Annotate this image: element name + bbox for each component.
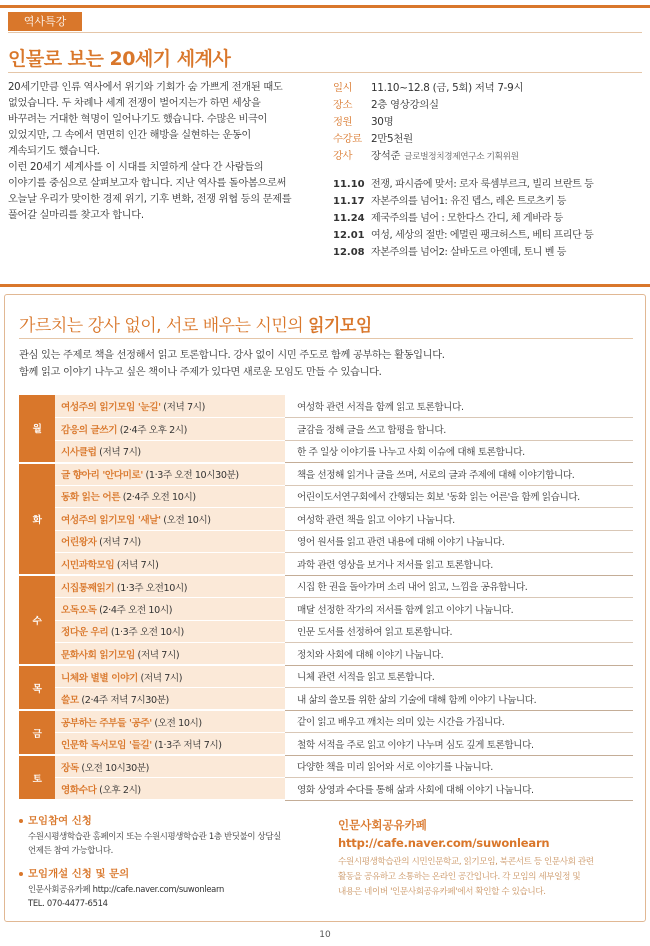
day-label: 수: [19, 575, 55, 665]
day-label: 월: [19, 395, 55, 463]
info-row: [333, 114, 643, 131]
group-name-cell: [55, 395, 285, 418]
info-label: 정원: [333, 116, 353, 128]
info-value-text: 2만5천원: [371, 133, 413, 145]
group-time: (저녁 7시): [96, 447, 141, 458]
table-row: [19, 733, 633, 756]
schedule-date: 12.08: [333, 247, 365, 258]
group-name-cell: [55, 418, 285, 441]
description-line: 없었습니다. 두 차례나 세계 전쟁이 벌어지는가 하면 세상을: [8, 98, 261, 109]
info-line: 내용은 네이버 '인문사회공유카페'에서 확인할 수 있습니다.: [338, 887, 546, 897]
group-description: 과학 관련 영상을 보거나 저서를 읽고 토론합니다.: [285, 553, 633, 576]
group-name-cell: [55, 530, 285, 553]
info-value-text: 30명: [371, 116, 394, 128]
group-description: 시집 한 권을 돌아가며 소리 내어 읽고, 느낌을 공유합니다.: [285, 575, 633, 598]
description-line: 이야기를 중심으로 살펴보고자 합니다. 지난 역사를 돌아봄으로써: [8, 178, 287, 189]
top-rule: [0, 5, 650, 8]
info-value-text: 11.10~12.8 (금, 5회) 저녁 7-9시: [371, 82, 524, 94]
group-description: 다양한 책을 미리 읽어와 서로 이야기를 나눕니다.: [285, 755, 633, 778]
bullet-icon: [19, 872, 23, 876]
table-row: [19, 688, 633, 711]
apply-info: [19, 813, 319, 910]
description-line: 바꾸려는 거대한 혁명이 일어나기도 했습니다. 수많은 비극이: [8, 114, 268, 125]
info-line: 인문사회공유카페 http://cafe.naver.com/suwonlearn: [28, 884, 225, 894]
title-divider: [8, 72, 642, 73]
schedule-row: [333, 210, 643, 227]
info-label: 강사: [333, 150, 353, 162]
description-line: 관심 있는 주제로 책을 선정해서 읽고 토론합니다. 강사 없이 시민 주도로 함께 공부하는 활동입니다.: [19, 350, 445, 361]
lecture-info: [333, 80, 643, 165]
group-name-cell: [55, 463, 285, 486]
group-name-cell: [55, 598, 285, 621]
info-row: [333, 97, 643, 114]
day-label: 목: [19, 665, 55, 710]
group-time: (1·3주 오전10시): [114, 582, 188, 594]
cafe-info: [338, 817, 633, 900]
group-name: 시집통째읽기: [61, 582, 115, 594]
section-divider: [0, 284, 650, 287]
info-label: 수강료: [333, 133, 362, 145]
group-time: (저녁 7시): [160, 402, 205, 413]
table-row: [19, 530, 633, 553]
group-name: 동화 읽는 어른: [61, 492, 121, 504]
description-line: 이런 20세기 세계사를 이 시대를 치열하게 살다 간 사람들의: [8, 162, 264, 173]
reading-group-title-normal: 가르치는 강사 없이, 서로 배우는 시민의: [19, 316, 309, 336]
group-time: (오전 10시): [160, 514, 211, 526]
group-name: 영화수다: [61, 784, 97, 796]
lecture-description: [8, 80, 318, 224]
bullet-icon: [19, 819, 23, 823]
group-description: 매달 선정한 작가의 저서를 함께 읽고 이야기 나눕니다.: [285, 598, 633, 621]
lecture-schedule: [333, 176, 643, 261]
schedule-row: [333, 227, 643, 244]
info-line: TEL. 070-4477-6514: [28, 897, 108, 908]
group-description: 여성학 관련 책을 읽고 이야기 나눕니다.: [285, 508, 633, 531]
group-description: 니체 관련 서적을 읽고 토론합니다.: [285, 665, 633, 688]
group-name-cell: [55, 778, 285, 801]
group-time: (오후 2시): [96, 784, 141, 796]
group-description: 인문 도서를 선정하여 읽고 토론합니다.: [285, 620, 633, 643]
day-label: 금: [19, 710, 55, 755]
group-name-cell: [55, 643, 285, 666]
section-tag: 역사특강: [8, 12, 82, 31]
day-label: 토: [19, 755, 55, 800]
table-row: [19, 665, 633, 688]
page-number: 10: [319, 930, 331, 940]
group-time: (오전 10시): [151, 717, 202, 729]
day-label: 화: [19, 463, 55, 576]
group-name-cell: [55, 508, 285, 531]
group-description: 철학 서적을 주로 읽고 이야기 나누며 심도 깊게 토론합니다.: [285, 733, 633, 756]
group-name: 문화사회 읽기모임: [61, 649, 135, 661]
group-time: (1·3주 오전 10시): [108, 627, 184, 639]
schedule-topic: 전쟁, 파시즘에 맞서: 로자 룩셈부르크, 빌리 브란트 등: [371, 179, 594, 190]
schedule-topic: 제국주의를 넘어 : 모한다스 간디, 체 게바라 등: [371, 213, 563, 224]
info-note: 글로벌정치경제연구소 기획위원: [404, 152, 519, 162]
group-time: (저녁 7시): [114, 559, 159, 571]
info-line: 수원시평생학습관의 시민인문학교, 읽기모임, 북콘서트 등 인문사회 관련: [338, 857, 594, 867]
table-row: [19, 620, 633, 643]
group-description: 여성학 관련 서적을 함께 읽고 토론합니다.: [285, 395, 633, 418]
table-row: [19, 778, 633, 801]
info-value: [371, 148, 519, 165]
group-time: (저녁 7시): [96, 537, 141, 549]
group-name: 장독: [61, 762, 79, 774]
group-name-cell: [55, 755, 285, 778]
table-row: [19, 598, 633, 621]
info-line: 수원시평생학습관 홈페이지 또는 수원시평생학습관 1층 반딧불이 상담실: [28, 831, 281, 841]
group-name: 인문학 독서모임 '들길': [61, 739, 152, 751]
group-description: 영어 원서를 읽고 관련 내용에 대해 이야기 나눕니다.: [285, 530, 633, 553]
group-description: 정치와 사회에 대해 이야기 나눕니다.: [285, 643, 633, 666]
cafe-url-link[interactable]: http://cafe.naver.com/suwonlearn: [338, 836, 550, 850]
open-text: [19, 883, 319, 910]
group-time: (2·4주 오전 10시): [96, 604, 173, 616]
info-value: [371, 131, 413, 148]
group-description: 어린이도서연구회에서 간행되는 회보 '동화 읽는 어른'을 함께 읽습니다.: [285, 485, 633, 508]
group-name: 글 향아리 '안다미로': [61, 470, 143, 481]
table-row: [19, 508, 633, 531]
group-name-cell: [55, 575, 285, 598]
group-name: 오독오독: [61, 604, 97, 616]
schedule-topic: 자본주의를 넘어1: 유진 뎁스, 레온 트로츠키 등: [371, 196, 567, 207]
info-row: [333, 131, 643, 148]
group-name: 여성주의 읽기모임 '새날': [61, 514, 161, 526]
group-name-cell: [55, 440, 285, 463]
schedule-date: 11.17: [333, 196, 365, 207]
table-row: [19, 643, 633, 666]
table-row: [19, 485, 633, 508]
schedule-date: 11.24: [333, 213, 365, 224]
group-time: (오전 10시30분): [78, 762, 150, 774]
reading-group-description: [19, 347, 629, 381]
group-description: 내 삶의 쓸모를 위한 삶의 기술에 대해 함께 이야기 나눕니다.: [285, 688, 633, 711]
table-row: [19, 710, 633, 733]
table-row: [19, 395, 633, 418]
tag-divider: [8, 32, 642, 33]
group-name-cell: [55, 485, 285, 508]
info-line: 활동을 공유하고 소통하는 온라인 공간입니다. 각 모임의 세부일정 및: [338, 872, 581, 882]
table-row: [19, 755, 633, 778]
schedule-topic: 여성, 세상의 절반: 에멀린 팽크허스트, 베티 프리단 등: [371, 230, 594, 241]
info-value-text: 장석준: [371, 150, 401, 162]
description-line: 있었지만, 그 속에서 면면히 인간 해방을 실현하는 운동이: [8, 130, 251, 141]
group-name-cell: [55, 620, 285, 643]
group-description: 영화 상영과 수다를 통해 삶과 사회에 대해 이야기 나눕니다.: [285, 778, 633, 801]
open-heading: 모임개설 신청 및 문의: [19, 866, 319, 883]
info-label: 장소: [333, 99, 353, 111]
group-name: 어린왕자: [61, 537, 97, 549]
group-name-cell: [55, 553, 285, 576]
description-line: 20세기만큼 인류 역사에서 위기와 기회가 숨 가쁘게 전개된 때도: [8, 82, 283, 93]
description-line: 계속되기도 했습니다.: [8, 146, 100, 157]
info-line: 언제든 참여 가능합니다.: [28, 844, 113, 855]
info-value: [371, 114, 393, 131]
info-row: [333, 148, 643, 165]
table-row: [19, 463, 633, 486]
apply-heading: 모임참여 신청: [19, 813, 319, 830]
table-row: [19, 575, 633, 598]
group-time: (2·4주 오후 2시): [117, 424, 188, 436]
group-time: (2·4주 오전 10시): [120, 492, 196, 504]
schedule-date: 12.01: [333, 230, 365, 241]
group-name: 감응의 글쓰기: [61, 424, 118, 436]
cafe-description: [338, 855, 633, 900]
table-row: [19, 553, 633, 576]
description-line: 함께 읽고 이야기 나누고 싶은 책이나 주제가 있다면 새로운 모임도 만들 수 있습니다.: [19, 367, 382, 378]
group-time: (저녁 7시): [134, 649, 180, 661]
description-line: 오늘날 우리가 맞이한 경제 위기, 기후 변화, 전쟁 위협 등의 문제를: [8, 194, 292, 205]
info-value-text: 2층 영상강의실: [371, 99, 439, 111]
table-row: [19, 418, 633, 441]
group-name: 정다운 우리: [61, 627, 109, 639]
group-time: (2·4주 저녁 7시30분): [78, 694, 169, 706]
cafe-title: 인문사회공유카페: [338, 818, 427, 832]
group-description: 같이 읽고 배우고 깨치는 의미 있는 시간을 가집니다.: [285, 710, 633, 733]
group-name-cell: [55, 688, 285, 711]
schedule-date: 11.10: [333, 179, 365, 190]
group-name: 공부하는 주부들 '공주': [61, 717, 152, 729]
schedule-row: [333, 176, 643, 193]
reading-group-title-bold: 읽기모임: [308, 316, 372, 336]
group-name: 니체와 별별 이야기: [61, 672, 138, 684]
group-time: (1·3주 오전 10시30분): [142, 470, 239, 481]
group-name: 쓸모: [61, 694, 79, 706]
schedule-topic: 자본주의를 넘어2: 살바도르 아옌데, 토니 벤 등: [371, 247, 567, 258]
group-description: 책을 선정해 읽거나 글을 쓰며, 서로의 글과 주제에 대해 이야기합니다.: [285, 463, 633, 486]
group-description: 한 주 일상 이야기를 나누고 사회 이슈에 대해 토론합니다.: [285, 440, 633, 463]
info-value: [371, 97, 439, 114]
group-name: 시민과학모임: [61, 559, 115, 571]
group-name: 여성주의 읽기모임 '눈길': [61, 402, 161, 413]
group-description: 글감을 정해 글을 쓰고 합평을 합니다.: [285, 418, 633, 441]
lecture-title: 인물로 보는 20세기 세계사: [8, 48, 231, 70]
table-row: [19, 440, 633, 463]
info-label: 일시: [333, 82, 353, 94]
schedule-row: [333, 244, 643, 261]
reading-group-title: [19, 311, 372, 336]
reading-group-title-divider: [19, 338, 633, 339]
group-name-cell: [55, 710, 285, 733]
description-line: 풀어갈 실마리를 찾고자 합니다.: [8, 210, 144, 221]
group-name-cell: [55, 733, 285, 756]
group-name: 시사클럽: [61, 447, 97, 458]
apply-text: [19, 830, 319, 857]
schedule-row: [333, 193, 643, 210]
info-row: [333, 80, 643, 97]
group-name-cell: [55, 665, 285, 688]
info-value: [371, 80, 523, 97]
reading-group-box: [4, 294, 646, 922]
reading-group-table: [19, 395, 633, 801]
group-time: (1·3주 저녁 7시): [151, 739, 222, 751]
group-time: (저녁 7시): [137, 672, 183, 684]
